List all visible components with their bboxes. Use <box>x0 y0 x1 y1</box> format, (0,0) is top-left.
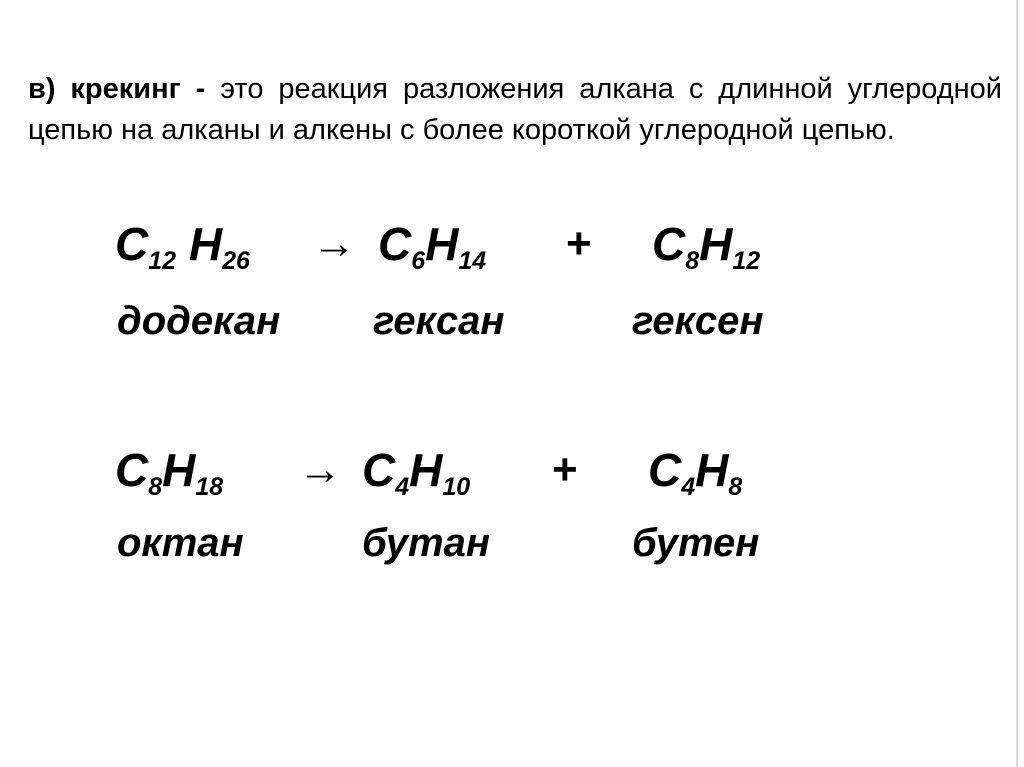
product2-formula-2: $C_4H_8$ <box>648 444 743 501</box>
definition-term: в) крекинг - <box>28 73 206 105</box>
reaction-equation-1 <box>0 214 1024 274</box>
cracking-definition <box>28 69 1002 151</box>
reactant-formula-2: $C_8H_{18}$ <box>115 444 224 501</box>
reactant-formula-1: $C_{12}$ $H_{26}$ <box>115 218 250 275</box>
product2-name-1: гексен <box>632 299 764 343</box>
product2-name-2: бутен <box>632 521 760 565</box>
reactant-name-2: октан <box>117 521 244 565</box>
product1-name-1: гексан <box>373 299 505 343</box>
plus-sign-1: + <box>566 219 592 268</box>
product1-name-2: бутан <box>362 521 490 565</box>
compound-names-1 <box>0 296 1024 346</box>
product1-formula-2: $C_4H_{10}$ <box>362 444 471 501</box>
plus-sign-2: + <box>552 445 578 494</box>
reaction-equation-2 <box>0 440 1024 500</box>
definition-text: это реакция разложения алкана с длинной углеродной цепью на алканы и алкены с более короткой углеродной цепью. <box>28 73 1002 146</box>
reaction-arrow-1: → <box>312 219 356 268</box>
reactant-name-1: додекан <box>117 299 281 343</box>
product2-formula-1: $C_8H_{12}$ <box>652 218 761 275</box>
product1-formula-1: $C_6H_{14}$ <box>378 218 487 275</box>
reaction-arrow-2: → <box>298 445 342 494</box>
compound-names-2 <box>0 518 1024 568</box>
